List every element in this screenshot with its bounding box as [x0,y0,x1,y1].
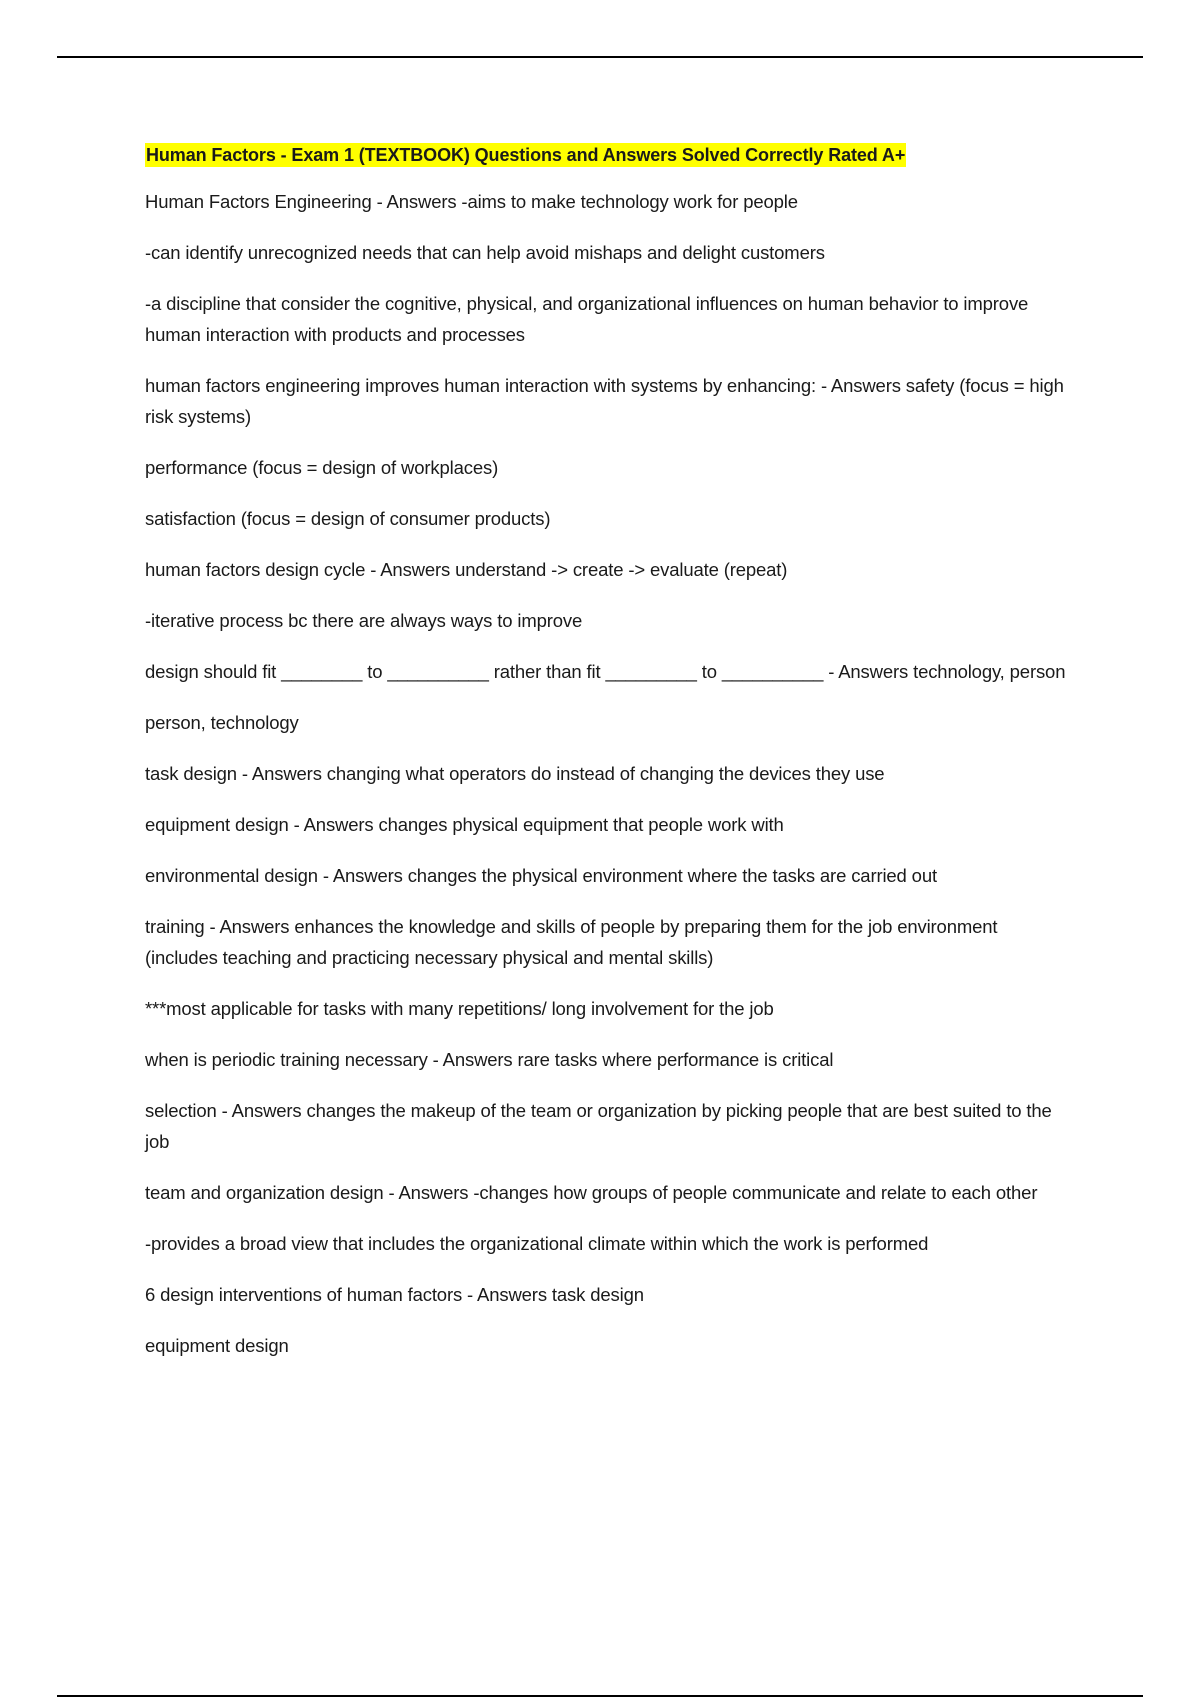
qa-paragraph: environmental design - Answers changes the physical environment where the tasks are carried out [145,865,937,886]
qa-paragraph: selection - Answers changes the makeup of the team or organization by picking people that are best suited to the job [145,1100,1052,1152]
document-body [145,143,1075,1381]
qa-list [145,186,1075,1361]
qa-paragraph: ***most applicable for tasks with many repetitions/ long involvement for the job [145,998,774,1019]
page-top-rule [57,56,1143,58]
qa-paragraph: satisfaction (focus = design of consumer products) [145,508,551,529]
qa-paragraph: -can identify unrecognized needs that can help avoid mishaps and delight customers [145,242,825,263]
qa-paragraph: human factors design cycle - Answers understand -> create -> evaluate (repeat) [145,559,788,580]
qa-paragraph: equipment design - Answers changes physical equipment that people work with [145,814,784,835]
qa-paragraph: -iterative process bc there are always ways to improve [145,610,583,631]
document-title: Human Factors - Exam 1 (TEXTBOOK) Questions and Answers Solved Correctly Rated A+ [146,145,906,165]
qa-paragraph: -a discipline that consider the cognitive, physical, and organizational influences on human behavior to improve human interaction with products and processes [145,293,1029,345]
qa-paragraph: team and organization design - Answers -changes how groups of people communicate and relate to each other [145,1182,1038,1203]
qa-paragraph: person, technology [145,712,299,733]
qa-paragraph: -provides a broad view that includes the organizational climate within which the work is performed [145,1233,929,1254]
qa-paragraph: when is periodic training necessary - Answers rare tasks where performance is critical [145,1049,834,1070]
qa-paragraph: task design - Answers changing what operators do instead of changing the devices they use [145,763,885,784]
qa-paragraph: design should fit ________ to __________ rather than fit _________ to __________ - Answers technology, person [145,661,1066,682]
qa-paragraph: training - Answers enhances the knowledge and skills of people by preparing them for the job environment (includes teaching and practicing necessary physical and mental skills) [145,916,998,968]
qa-paragraph: performance (focus = design of workplaces) [145,457,499,478]
page-bottom-rule [57,1695,1143,1697]
qa-paragraph: equipment design [145,1335,289,1356]
qa-paragraph: human factors engineering improves human interaction with systems by enhancing: - Answers safety (focus = high risk systems) [145,375,1064,427]
qa-paragraph: Human Factors Engineering - Answers -aims to make technology work for people [145,191,798,212]
qa-paragraph: 6 design interventions of human factors - Answers task design [145,1284,644,1305]
